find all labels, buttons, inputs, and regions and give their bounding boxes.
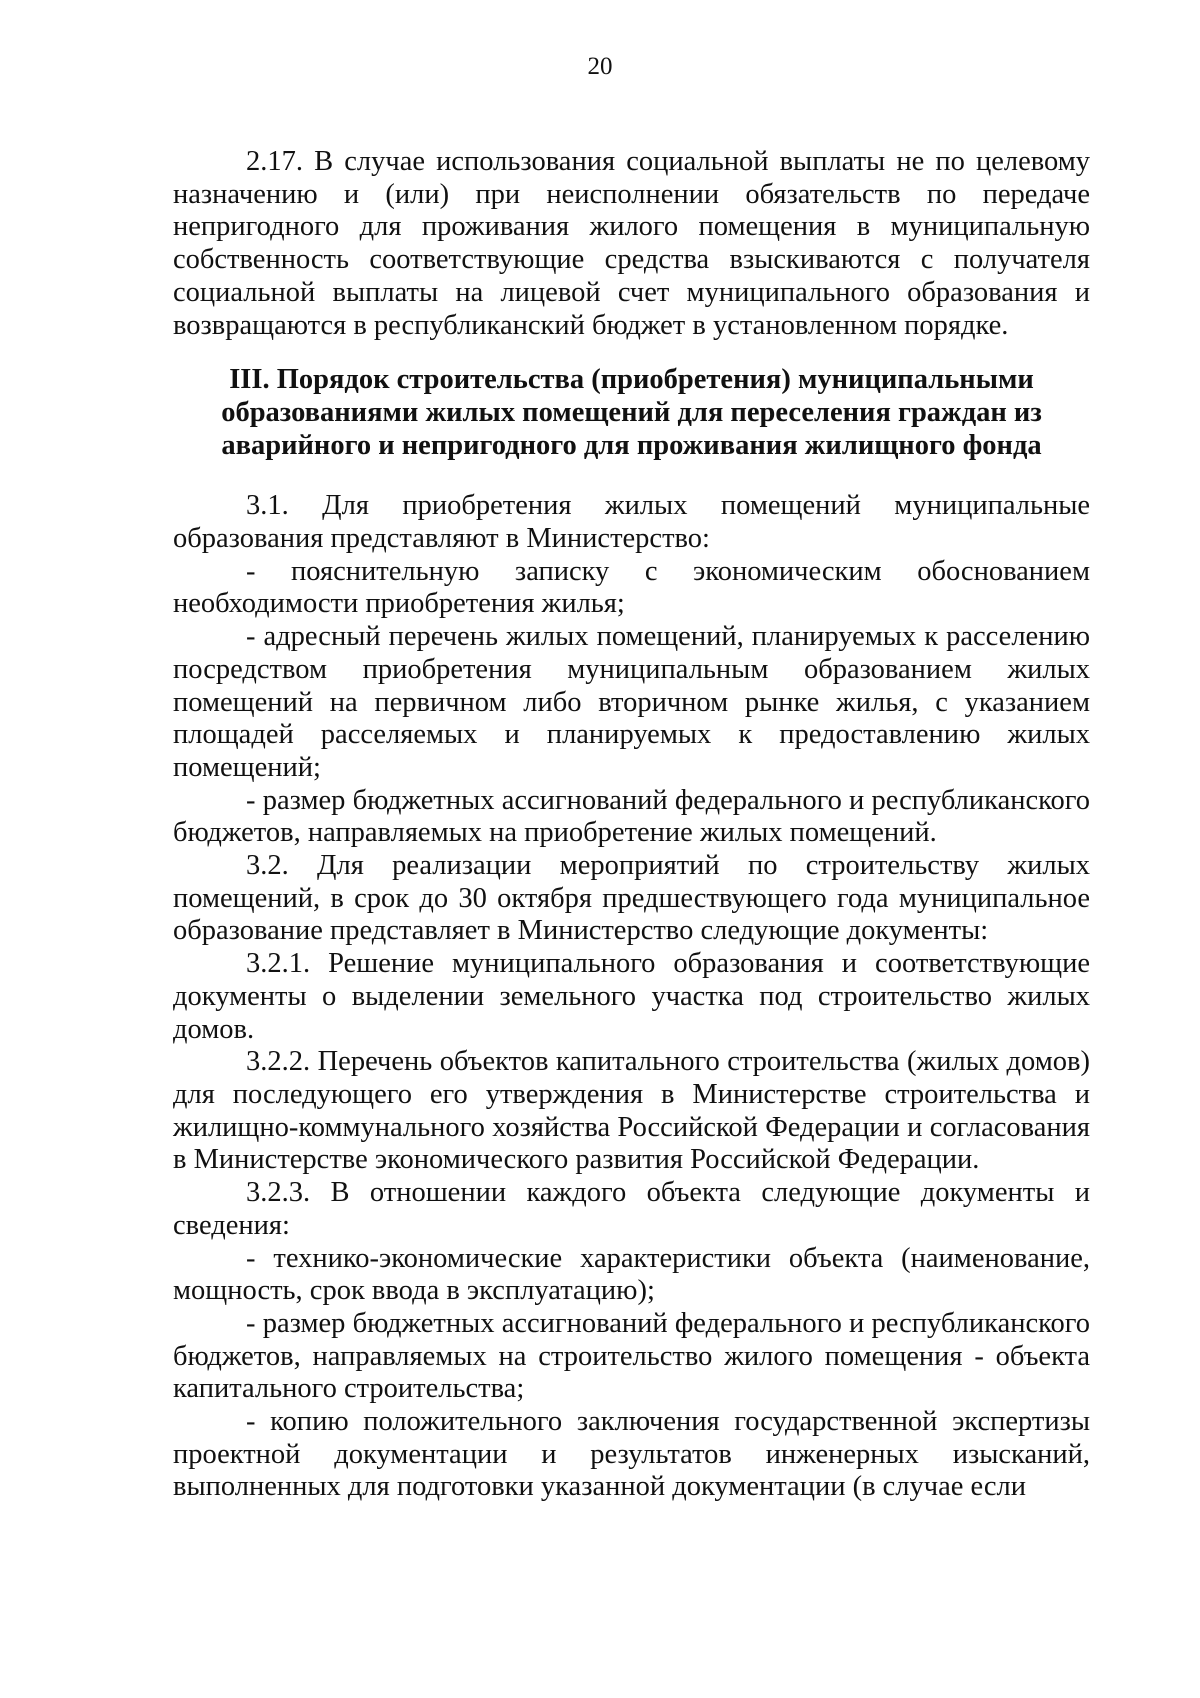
paragraph-3-2-1: 3.2.1. Решение муниципального образования и соответствующие документы о выделении земельного участка под строительство жилых домов. [173, 948, 1090, 1045]
paragraph-3-2-3: 3.2.3. В отношении каждого объекта следующие документы и сведения: [173, 1177, 1090, 1241]
list-item-technical-characteristics: - технико-экономические характеристики объекта (наименование, мощность, срок ввода в эксплуатацию); [173, 1242, 1090, 1307]
document-body [173, 146, 1090, 1504]
list-item-budget-allocations: - размер бюджетных ассигнований федерального и республиканского бюджетов, направляемых на приобретение жилых помещений. [173, 784, 1090, 849]
paragraph-3-2-2: 3.2.2. Перечень объектов капитального строительства (жилых домов) для последующего его утверждения в Министерстве строительства и жилищно-коммунального хозяйства Российской Федерации и согласования в Министерстве экономического развития Российской Федерации. [173, 1046, 1090, 1176]
section-heading-line: III. Порядок строительства (приобретения) муниципальными [229, 364, 1034, 396]
section-heading [173, 364, 1090, 462]
list-item-explanatory-note: - пояснительную записку с экономическим обоснованием необходимости приобретения жилья; [173, 555, 1090, 620]
section-heading-line: образованиями жилых помещений для переселения граждан из [221, 396, 1042, 428]
paragraph-3-1: 3.1. Для приобретения жилых помещений муниципальные образования представляют в Министерство: [173, 490, 1090, 555]
list-item-expertise-conclusion: - копию положительного заключения государственной экспертизы проектной документации и результатов инженерных изысканий, выполненных для подготовки указанной документации (в случае если [173, 1406, 1090, 1503]
paragraph-3-2: 3.2. Для реализации мероприятий по строительству жилых помещений, в срок до 30 октября предшествующего года муниципальное образование представляет в Министерство следующие документы: [173, 850, 1090, 947]
paragraph-2-17: 2.17. В случае использования социальной выплаты не по целевому назначению и (или) при неисполнении обязательств по передаче непригодного для проживания жилого помещения в муниципальную собственность соответствующие средства взыскиваются с получателя социальной выплаты на лицевой счет муниципального образования и возвращаются в республиканский бюджет в установленном порядке. [173, 146, 1090, 341]
list-item-address-list: - адресный перечень жилых помещений, планируемых к расселению посредством приобретения муниципальным образованием жилых помещений на первичном либо вторичном рынке жилья, с указанием площадей расселяемых и планируемых к предоставлению жилых помещений; [173, 621, 1090, 783]
list-item-construction-budget: - размер бюджетных ассигнований федерального и республиканского бюджетов, направляемых на строительство жилого помещения - объекта капитального строительства; [173, 1307, 1090, 1405]
section-heading-line: аварийного и непригодного для проживания жилищного фонда [221, 429, 1042, 461]
page-number: 20 [587, 53, 613, 80]
